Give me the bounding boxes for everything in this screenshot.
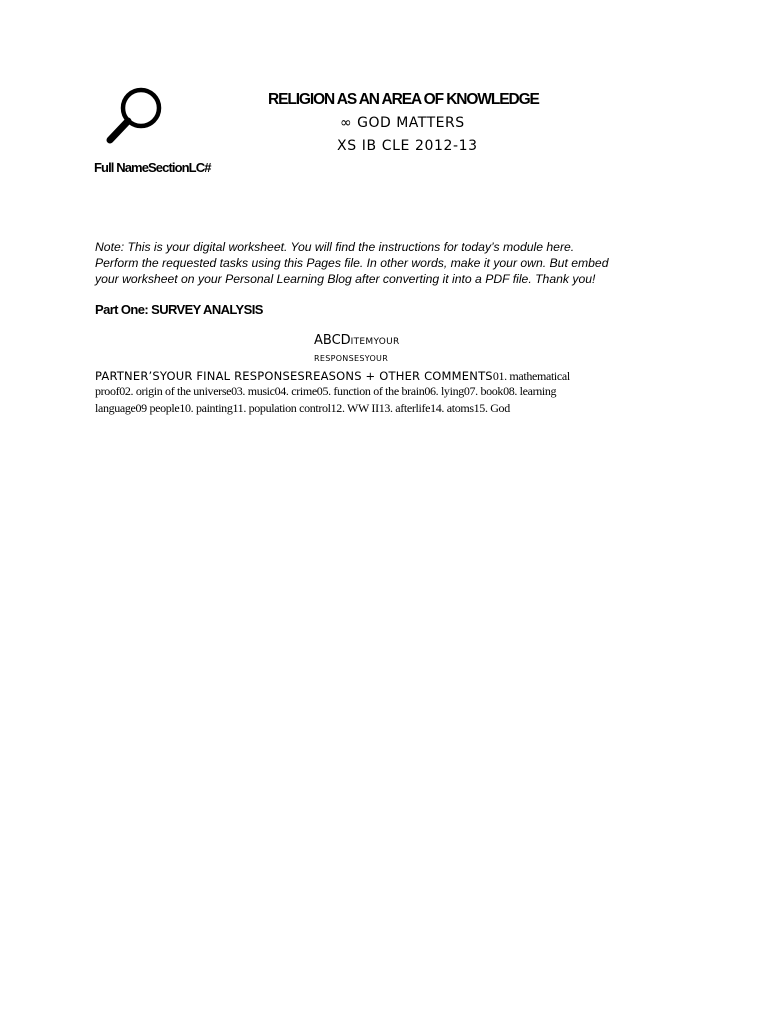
survey-table-row: proof02. origin of the universe03. music04. crime05. function of the brain06. lying07. book08. learning bbox=[95, 384, 557, 398]
survey-table-row bbox=[95, 367, 570, 385]
part-one-heading: Part One: SURVEY ANALYSIS bbox=[95, 302, 263, 317]
instructions-note bbox=[95, 239, 695, 287]
magnifying-glass-icon bbox=[103, 86, 167, 146]
note-line-2: Perform the requested tasks using this Pages file. In other words, make it your own. But embed bbox=[95, 256, 609, 270]
survey-items-start: 01. mathematical bbox=[492, 369, 570, 383]
document-subtitle: ∞ GOD MATTERS bbox=[340, 115, 465, 131]
note-line-1: Note: This is your digital worksheet. You will find the instructions for today’s module here. bbox=[95, 240, 575, 254]
header-item-label: itemyour bbox=[350, 333, 400, 348]
note-line-3: your worksheet on your Personal Learning Blog after converting it into a PDF file. Thank you! bbox=[95, 272, 596, 286]
survey-table-header bbox=[314, 333, 400, 348]
document-title: RELIGION AS AN AREA OF KNOWLEDGE bbox=[268, 91, 539, 108]
course-code: XS IB CLE 2012-13 bbox=[337, 138, 478, 154]
survey-table-header-line-2: responsesyour bbox=[314, 350, 389, 364]
student-fields-line: Full NameSectionLC# bbox=[94, 160, 211, 175]
column-headings: PARTNER’SYOUR FINAL RESPONSESREASONS + OTHER COMMENTS bbox=[95, 369, 493, 383]
survey-table-row: language09 people10. painting11. population control12. WW II13. afterlife14. atoms15. God bbox=[95, 401, 510, 415]
header-letters: ABCD bbox=[314, 333, 351, 348]
